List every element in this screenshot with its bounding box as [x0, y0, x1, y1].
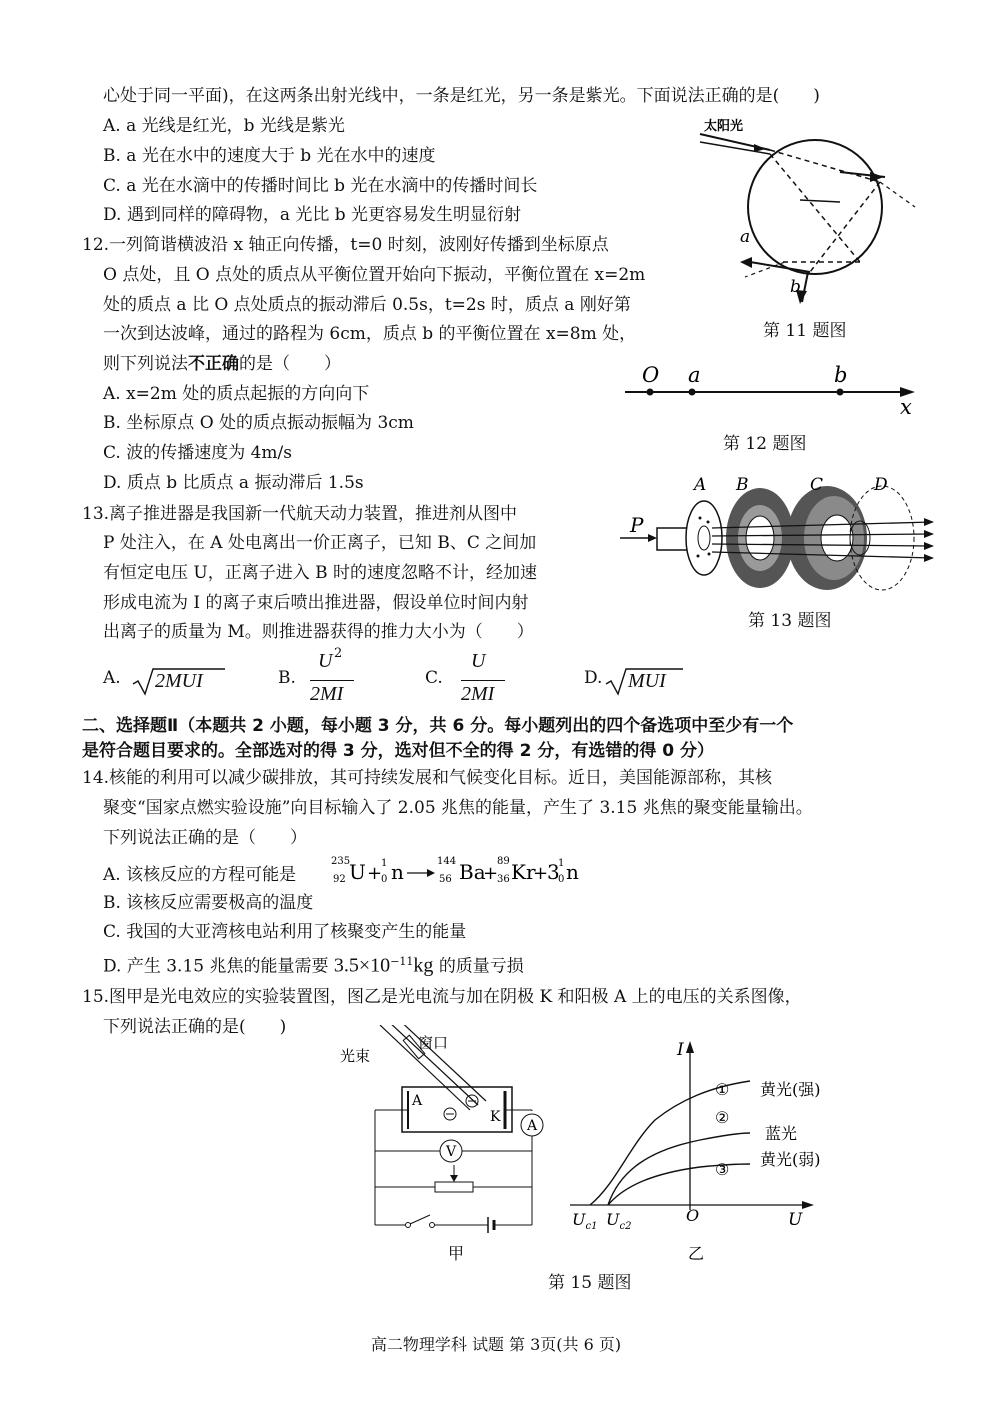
q12-stem-line3: 处的质点 a 比 O 点处质点的振动滞后 0.5s，t=2s 时，质点 a 刚好第: [103, 295, 631, 315]
q12-axis-x-label: x: [900, 395, 912, 417]
q15-graph-uc1: [572, 1210, 597, 1232]
q14-option-d-unit: kg: [413, 954, 434, 977]
q15-voltmeter-label: V: [446, 1144, 457, 1160]
q15-caption: 第 15 题图: [548, 1273, 632, 1293]
page-footer: 高二物理学科 试题 第 3页(共 6 页): [370, 1335, 622, 1354]
q15-curve3-name: 黄光(弱): [760, 1150, 821, 1169]
q15-curve3-number: ③: [715, 1160, 730, 1179]
q11-ray-a-label: a: [740, 227, 751, 247]
svg-text:92: 92: [333, 874, 346, 885]
q13-stem-line2: P 处注入，在 A 处电离出一价正离子，已知 B、C 之间加: [103, 533, 537, 553]
q13-caption: 第 13 题图: [748, 611, 832, 631]
q14-option-d-text: D. 产生 3.15 兆焦的能量需要: [103, 956, 329, 977]
svg-text:n: n: [391, 860, 404, 884]
q14-option-a[interactable]: [103, 852, 623, 888]
q15-stem-line1: 15.图甲是光电效应的实验装置图，图乙是光电流与加在阴极 K 和阳极 A 上的电压的关系图像，: [82, 987, 802, 1007]
q13-stem-line4: 形成电流为 I 的离子束后喷出推进器，假设单位时间内射: [103, 593, 529, 613]
q13-option-c-numerator: U: [471, 650, 486, 672]
q14-option-d-tail: 的质量亏损: [438, 956, 524, 977]
q14-option-b[interactable]: B. 该核反应需要极高的温度: [103, 893, 314, 913]
q15-graph-axis-i: I: [677, 1040, 684, 1060]
q13-option-c-fraction-bar: [461, 680, 505, 681]
q13-option-b[interactable]: [278, 646, 368, 710]
svg-text:+: +: [483, 863, 499, 884]
q13-label-c: C: [810, 475, 824, 495]
q14-option-d[interactable]: [103, 950, 524, 979]
svg-text:n: n: [566, 860, 579, 884]
q12-option-c[interactable]: C. 波的传播速度为 4m/s: [103, 443, 293, 463]
section2-heading-line1: 二、选择题Ⅱ（本题共 2 小题，每小题 3 分，共 6 分。每小题列出的四个备选项中至少有一个: [82, 716, 794, 736]
q14-reaction-equation: [331, 852, 621, 888]
q15-graph-origin: O: [686, 1206, 700, 1225]
q15-graph-uc1-sub: c1: [585, 1221, 598, 1232]
q11-stem-tail: 心处于同一平面)，在这两条出射光线中，一条是红光，另一条是紫光。下面说法正确的是( ): [103, 86, 820, 106]
q13-option-c-label: C.: [425, 668, 443, 688]
q15-figure-jia-label: 甲: [448, 1244, 465, 1263]
q11-ray-b-label: b: [790, 277, 801, 297]
q11-option-b[interactable]: B. a 光在水中的速度大于 b 光在水中的速度: [103, 146, 436, 166]
q12-point-o-label: O: [642, 363, 660, 387]
q14-option-c[interactable]: C. 我国的大亚湾核电站利用了核聚变产生的能量: [103, 922, 467, 942]
q13-option-b-denominator: 2MI: [310, 683, 344, 705]
q13-option-c-denominator: 2MI: [461, 683, 495, 705]
q15-beam-label: 光束: [340, 1047, 371, 1065]
svg-text:56: 56: [439, 874, 452, 885]
q15-circuit-figure: [340, 1025, 560, 1265]
q15-curve2-name: 蓝光: [765, 1124, 798, 1143]
q11-caption: 第 11 题图: [763, 321, 847, 341]
q15-stem-line2: 下列说法正确的是( ): [103, 1017, 287, 1037]
q12-stem-line4: 一次到达波峰，通过的路程为 6cm，质点 b 的平衡位置在 x=8m 处，: [103, 324, 637, 344]
svg-text:1: 1: [381, 858, 388, 869]
q15-figure-yi-label: 乙: [688, 1244, 705, 1263]
q15-graph-uc2-sub: c2: [619, 1221, 632, 1232]
svg-text:+: +: [533, 863, 549, 884]
q12-stem-line5c: 的是（ ）: [239, 354, 341, 374]
svg-text:0: 0: [381, 874, 388, 885]
q12-caption: 第 12 题图: [723, 434, 807, 454]
q13-label-p: P: [630, 513, 644, 537]
q15-cathode-label: K: [490, 1109, 501, 1125]
svg-text:Ba: Ba: [459, 860, 486, 884]
svg-text:144: 144: [437, 856, 457, 867]
q13-option-d-label: D.: [584, 668, 603, 688]
q11-sun-label: 太阳光: [704, 119, 744, 134]
q12-axis-figure: [620, 362, 920, 417]
q15-graph-uc2-main: U: [606, 1210, 620, 1229]
q11-option-a[interactable]: A. a 光线是红光，b 光线是紫光: [103, 116, 345, 136]
section2-heading-line2: 是符合题目要求的。全部选对的得 3 分，选对但不全的得 2 分，有选错的得 0 分）: [82, 741, 714, 761]
q14-stem-line3: 下列说法正确的是（ ）: [103, 828, 307, 848]
q13-option-a-expr: 2MUI: [155, 670, 203, 692]
q15-curve1-number: ①: [715, 1080, 730, 1099]
q13-option-a-label: A.: [103, 668, 121, 688]
svg-text:0: 0: [558, 874, 565, 885]
q12-stem-line2: O 点处，且 O 点处的质点从平衡位置开始向下振动，平衡位置在 x=2m: [103, 265, 646, 285]
q12-point-a-label: a: [688, 363, 701, 387]
q14-stem-line1: 14.核能的利用可以减少碳排放，其可持续发展和气候变化目标。近日，美国能源部称，其核: [82, 768, 773, 788]
q13-stem-line5: 出离子的质量为 M。则推进器获得的推力大小为（ ）: [103, 622, 534, 642]
q14-option-a-text: A. 该核反应的方程可能是: [103, 865, 297, 885]
svg-text:1: 1: [558, 858, 565, 869]
q12-stem-line5: [103, 352, 341, 376]
q11-raindrop-figure: [690, 112, 930, 317]
q12-point-b-label: b: [834, 363, 848, 387]
q13-label-a: A: [694, 475, 707, 495]
q13-stem-line1: 13.离子推进器是我国新一代航天动力装置，推进剂从图中: [82, 504, 518, 524]
svg-text:3: 3: [547, 860, 560, 884]
q13-option-b-label: B.: [278, 668, 296, 688]
q15-iv-graph: [560, 1035, 850, 1265]
q15-graph-axis-u: U: [788, 1210, 803, 1230]
q15-graph-uc1-main: U: [572, 1210, 586, 1229]
q15-curve2-number: ②: [715, 1108, 730, 1127]
q13-label-b: B: [736, 475, 749, 495]
svg-text:+: +: [367, 863, 383, 884]
q15-curve1-name: 黄光(强): [760, 1080, 821, 1099]
svg-text:Kr: Kr: [511, 860, 536, 884]
q13-label-d: D: [874, 475, 888, 495]
svg-text:36: 36: [497, 874, 510, 885]
q12-option-d[interactable]: D. 质点 b 比质点 a 振动滞后 1.5s: [103, 473, 364, 493]
q13-option-c[interactable]: [425, 650, 515, 710]
q15-anode-label: A: [412, 1093, 423, 1109]
q14-option-d-value: 3.5×10: [333, 954, 391, 977]
q12-stem-line5a: 则下列说法: [103, 354, 188, 374]
q12-emphasis-incorrect: 不正确: [188, 354, 239, 374]
svg-text:U: U: [349, 860, 366, 884]
q11-option-c[interactable]: C. a 光在水滴中的传播时间比 b 光在水滴中的传播时间长: [103, 176, 538, 196]
q13-option-b-fraction-bar: [310, 680, 354, 681]
svg-text:89: 89: [497, 856, 510, 867]
q13-stem-line3: 有恒定电压 U，正离子进入 B 时的速度忽略不计，经加速: [103, 563, 538, 583]
q12-option-b[interactable]: B. 坐标原点 O 处的质点振动振幅为 3cm: [103, 413, 414, 433]
svg-text:235: 235: [331, 856, 351, 867]
q13-option-d-expr: MUI: [628, 670, 666, 692]
q12-option-a[interactable]: A. x=2m 处的质点起振的方向向下: [103, 384, 370, 404]
q15-graph-uc2: [606, 1210, 631, 1232]
q13-thruster-figure: [612, 470, 942, 605]
q14-stem-line2: 聚变“国家点燃实验设施”向目标输入了 2.05 兆焦的能量，产生了 3.15 兆焦的聚变能量输出。: [103, 798, 813, 818]
q14-option-d-exponent: −11: [390, 955, 414, 968]
q13-option-b-numerator: U: [318, 650, 333, 672]
q12-stem-line1: 12.一列简谐横波沿 x 轴正向传播，t=0 时刻，波刚好传播到坐标原点: [82, 235, 609, 255]
q15-ammeter-label: A: [527, 1118, 538, 1134]
q15-window-label: 窗口: [418, 1034, 449, 1052]
q11-option-d[interactable]: D. 遇到同样的障碍物，a 光比 b 光更容易发生明显衍射: [103, 205, 522, 225]
q13-option-b-exponent: 2: [334, 646, 343, 661]
